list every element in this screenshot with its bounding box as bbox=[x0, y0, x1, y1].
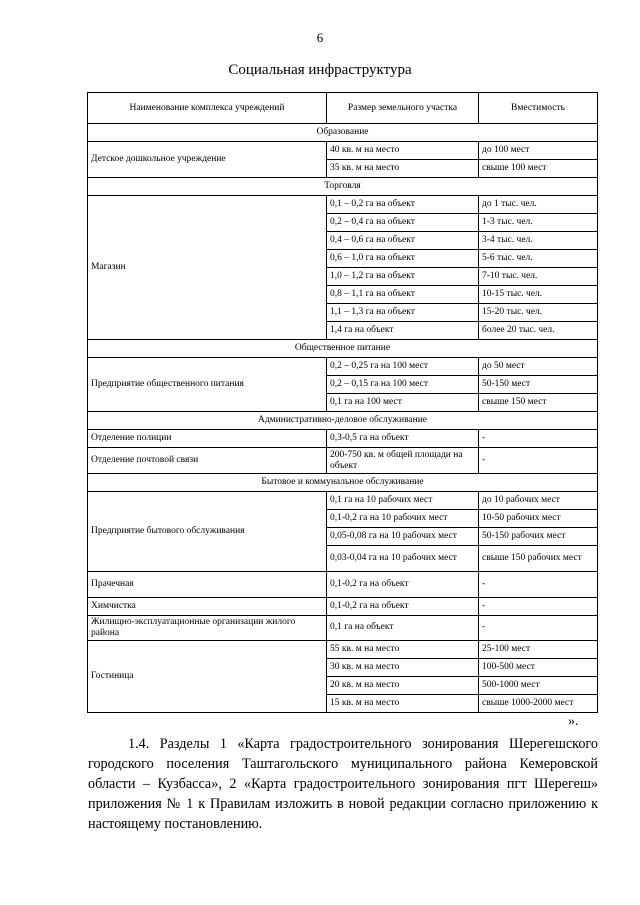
table-row bbox=[88, 598, 598, 616]
land-size-cell: 0,05-0,08 га на 10 рабочих мест bbox=[327, 528, 479, 546]
section-row bbox=[88, 178, 598, 196]
page-title: Социальная инфраструктура bbox=[228, 62, 412, 78]
table-row bbox=[88, 640, 598, 658]
land-size-cell: 40 кв. м на место bbox=[327, 142, 479, 160]
capacity-cell: более 20 тыс. чел. bbox=[479, 322, 598, 340]
land-size-cell: 0,6 – 1,0 га на объект bbox=[327, 250, 479, 268]
section-row bbox=[88, 124, 598, 142]
table-row bbox=[88, 616, 598, 641]
table-row bbox=[88, 492, 598, 510]
institution-name-cell: Гостиница bbox=[88, 640, 327, 712]
capacity-cell: 5-6 тыс. чел. bbox=[479, 250, 598, 268]
section-heading: Бытовое и коммунальное обслуживание bbox=[88, 474, 598, 492]
land-size-cell: 0,4 – 0,6 га на объект bbox=[327, 232, 479, 250]
land-size-cell: 0,03-0,04 га на 10 рабочих мест bbox=[327, 546, 479, 572]
capacity-cell: 500-1000 мест bbox=[479, 676, 598, 694]
capacity-cell: 10-50 рабочих мест bbox=[479, 510, 598, 528]
capacity-cell: до 100 мест bbox=[479, 142, 598, 160]
capacity-cell: свыше 150 рабочих мест bbox=[479, 546, 598, 572]
institution-name-cell: Предприятие общественного питания bbox=[88, 358, 327, 412]
amendment-paragraph: 1.4. Разделы 1 «Карта градостроительного зонирования Шерегешского городского поселения Таштагольского муниципального района Кемеровской области – Кузбасса», 2 «Карта градостроительного зонирования пгт Шерегеш» приложения № 1 к Правилам изложить в новой редакции согласно приложению к настоящему постановлению. bbox=[88, 736, 598, 832]
land-size-cell: 0,1-0,2 га на объект bbox=[327, 598, 479, 616]
header-capacity: Вместимость bbox=[479, 93, 598, 124]
capacity-cell: - bbox=[479, 616, 598, 641]
section-row bbox=[88, 340, 598, 358]
land-size-cell: 1,0 – 1,2 га на объект bbox=[327, 268, 479, 286]
land-size-cell: 0,1 га на объект bbox=[327, 616, 479, 641]
land-size-cell: 0,1 – 0,2 га на объект bbox=[327, 196, 479, 214]
land-size-cell: 0,2 – 0,15 га на 100 мест bbox=[327, 376, 479, 394]
capacity-cell: 15-20 тыс. чел. bbox=[479, 304, 598, 322]
capacity-cell: свыше 150 мест bbox=[479, 394, 598, 412]
land-size-cell: 0,2 – 0,4 га на объект bbox=[327, 214, 479, 232]
section-row bbox=[88, 474, 598, 492]
land-size-cell: 1,1 – 1,3 га на объект bbox=[327, 304, 479, 322]
land-size-cell: 0,1 га на 100 мест bbox=[327, 394, 479, 412]
land-size-cell: 200-750 кв. м общей площади на объект bbox=[327, 448, 479, 474]
page-number: 6 bbox=[316, 30, 324, 45]
capacity-cell: 3-4 тыс. чел. bbox=[479, 232, 598, 250]
institution-name-cell: Предприятие бытового обслуживания bbox=[88, 492, 327, 572]
table-row bbox=[88, 196, 598, 214]
capacity-cell: 50-150 мест bbox=[479, 376, 598, 394]
capacity-cell: свыше 1000-2000 мест bbox=[479, 694, 598, 712]
institution-name-cell: Детское дошкольное учреждение bbox=[88, 142, 327, 178]
header-land-size: Размер земельного участка bbox=[327, 93, 479, 124]
social-infrastructure-table bbox=[87, 92, 598, 713]
institution-name-cell: Отделение почтовой связи bbox=[88, 448, 327, 474]
capacity-cell: до 10 рабочих мест bbox=[479, 492, 598, 510]
capacity-cell: 50-150 рабочих мест bbox=[479, 528, 598, 546]
land-size-cell: 0,3-0,5 га на объект bbox=[327, 430, 479, 448]
table-row bbox=[88, 358, 598, 376]
table-row bbox=[88, 430, 598, 448]
institution-name-cell: Магазин bbox=[88, 196, 327, 340]
land-size-cell: 1,4 га на объект bbox=[327, 322, 479, 340]
capacity-cell: - bbox=[479, 572, 598, 598]
capacity-cell: свыше 100 мест bbox=[479, 160, 598, 178]
capacity-cell: - bbox=[479, 598, 598, 616]
institution-name-cell: Жилищно-эксплуатационные организации жилого района bbox=[88, 616, 327, 641]
land-size-cell: 30 кв. м на место bbox=[327, 658, 479, 676]
land-size-cell: 15 кв. м на место bbox=[327, 694, 479, 712]
land-size-cell: 0,1-0,2 га на объект bbox=[327, 572, 479, 598]
capacity-cell: 1-3 тыс. чел. bbox=[479, 214, 598, 232]
capacity-cell: до 50 мест bbox=[479, 358, 598, 376]
closing-quote: ». bbox=[568, 714, 579, 729]
table-header-row bbox=[88, 93, 598, 124]
institution-name-cell: Отделение полиции bbox=[88, 430, 327, 448]
land-size-cell: 0,8 – 1,1 га на объект bbox=[327, 286, 479, 304]
header-institution: Наименование комплекса учреждений bbox=[88, 93, 327, 124]
section-row bbox=[88, 412, 598, 430]
capacity-cell: до 1 тыс. чел. bbox=[479, 196, 598, 214]
capacity-cell: 10-15 тыс. чел. bbox=[479, 286, 598, 304]
table-row bbox=[88, 572, 598, 598]
capacity-cell: 100-500 мест bbox=[479, 658, 598, 676]
institution-name-cell: Химчистка bbox=[88, 598, 327, 616]
table-body bbox=[88, 124, 598, 713]
capacity-cell: - bbox=[479, 430, 598, 448]
table-row bbox=[88, 142, 598, 160]
land-size-cell: 35 кв. м на место bbox=[327, 160, 479, 178]
section-heading: Образование bbox=[88, 124, 598, 142]
land-size-cell: 55 кв. м на место bbox=[327, 640, 479, 658]
land-size-cell: 0,1-0,2 га на 10 рабочих мест bbox=[327, 510, 479, 528]
institution-name-cell: Прачечная bbox=[88, 572, 327, 598]
capacity-cell: 7-10 тыс. чел. bbox=[479, 268, 598, 286]
section-heading: Общественное питание bbox=[88, 340, 598, 358]
land-size-cell: 20 кв. м на место bbox=[327, 676, 479, 694]
section-heading: Административно-деловое обслуживание bbox=[88, 412, 598, 430]
capacity-cell: - bbox=[479, 448, 598, 474]
land-size-cell: 0,2 – 0,25 га на 100 мест bbox=[327, 358, 479, 376]
land-size-cell: 0,1 га на 10 рабочих мест bbox=[327, 492, 479, 510]
capacity-cell: 25-100 мест bbox=[479, 640, 598, 658]
table-row bbox=[88, 448, 598, 474]
section-heading: Торговля bbox=[88, 178, 598, 196]
